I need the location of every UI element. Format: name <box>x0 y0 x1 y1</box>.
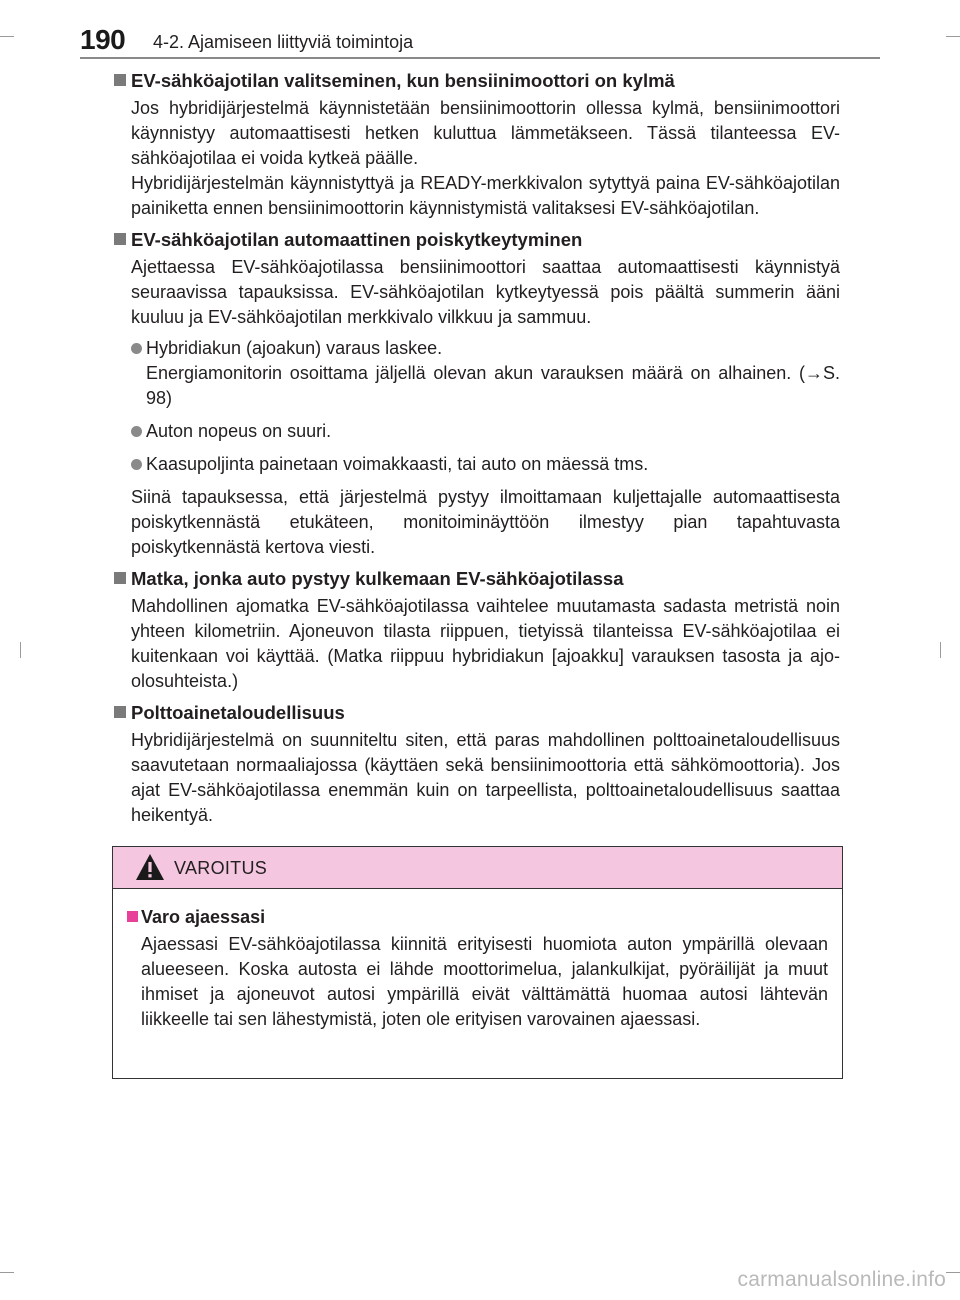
section-ev-cold-engine <box>112 68 840 221</box>
square-bullet-icon <box>114 233 126 245</box>
section-fuel-economy <box>112 700 840 828</box>
list-item <box>112 419 840 444</box>
list-item-line: Hybridiakun (ajoakun) varaus laskee. <box>146 338 443 358</box>
paragraph: Siinä tapauksessa, että järjestelmä pystyy ilmoittamaan kuljettajalle automaattisesta poiskytkennästä etukäteen, monitoiminäyttöön ilmestyy pian tapahtuvasta poiskytkennästä kertova viesti. <box>131 487 840 557</box>
section-body <box>112 594 840 694</box>
page-header <box>80 22 880 58</box>
paragraph: Mahdollinen ajomatka EV-sähköajotilassa vaihtelee muutamasta sadasta metristä noin yhteen kilometriin. Ajoneuvon tilasta riippuen, tietyissä tilanteissa EV-sähköajotilaa ei kuitenkaan voi käyttää. (Matka riippuu hybridiakun [ajoakku] varauksen tasosta ja ajo-olosuhteista.) <box>131 596 840 691</box>
list-item-line: Energiamonitorin osoittama jäljellä olevan akun varauksen määrä on alhainen. (→S. 98) <box>146 363 840 408</box>
section-intro <box>112 255 840 330</box>
section-outro <box>112 485 840 560</box>
crop-mark <box>940 642 941 658</box>
square-bullet-icon <box>114 572 126 584</box>
list-item-line: Kaasupoljinta painetaan voimakkaasti, tai auto on mäessä tms. <box>146 454 649 474</box>
page-number: 190 <box>80 24 126 55</box>
bullet-dot-icon <box>131 459 142 470</box>
crop-mark <box>0 36 14 37</box>
crop-mark <box>20 642 21 658</box>
warning-subheading: Varo ajaessasi <box>127 905 828 930</box>
crop-mark <box>946 1272 960 1273</box>
warning-header <box>113 847 842 889</box>
paragraph: Jos hybridijärjestelmä käynnistetään bensiinimoottorin ollessa kylmä, bensiinimoottori käynnistyy automaattisesti hetken kuluttua lämmetäkseen. Tässä tilanteessa EV-sähköajotilaa ei voida kytkeä päälle. <box>131 98 840 168</box>
warning-text: Ajaessasi EV-sähköajotilassa kiinnitä erityisesti huomiota auton ympärillä olevaan alueeseen. Koska autosta ei lähde moottorimelua, jalankulkijat, pyöräilijät ja muut ihmiset ja ajoneuvot autosi ympärillä eivät välttämättä huomaa autosi lähtevän liikkeelle tai sen lähestymistä, joten ole erityisen varovainen ajaessasi. <box>141 934 828 1029</box>
paragraph: Ajettaessa EV-sähköajotilassa bensiinimoottori saattaa automaattisesti käynnistyä seuraavissa tapauksissa. EV-sähköajotilan kytkeytyessä pois päältä summerin ääni kuuluu ja EV-sähköajotilan merkkivalo vilkkuu ja sammuu. <box>131 257 840 327</box>
warning-triangle-icon <box>135 853 165 881</box>
watermark: carmanualsonline.info <box>737 1268 946 1291</box>
section-heading: EV-sähköajotilan automaattinen poiskytkeytyminen <box>112 227 840 252</box>
bullet-dot-icon <box>131 426 142 437</box>
list-item <box>112 336 840 411</box>
list-item <box>112 452 840 477</box>
section-ev-auto-off <box>112 227 840 560</box>
square-bullet-icon <box>114 74 126 86</box>
section-body <box>112 728 840 828</box>
list-item-line: Auton nopeus on suuri. <box>146 421 332 441</box>
header-rule <box>80 57 880 59</box>
section-heading: Polttoainetaloudellisuus <box>112 700 840 725</box>
paragraph: Hybridijärjestelmä on suunniteltu siten, että paras mahdollinen polttoainetaloudellisuus saavutetaan normaaliajossa (käyttäen sekä bensiinimoottoria että sähkömoottoria). Jos ajat EV-sähköajotilassa enemmän kuin on tarpeellista, polttoainetaloudellisuus saattaa heikentyä. <box>131 730 840 825</box>
section-heading: Matka, jonka auto pystyy kulkemaan EV-sähköajotilassa <box>112 566 840 591</box>
crop-mark <box>0 1272 14 1273</box>
paragraph: Hybridijärjestelmän käynnistyttyä ja READY-merkkivalon sytyttyä paina EV-sähköajotilan painiketta ennen bensiinimoottorin käynnistymistä valitaksesi EV-sähköajotilan. <box>131 173 840 218</box>
main-content <box>112 68 840 834</box>
section-heading: EV-sähköajotilan valitseminen, kun bensiinimoottori on kylmä <box>112 68 840 93</box>
warning-body <box>113 889 842 1032</box>
section-title: 4-2. Ajamiseen liittyviä toimintoja <box>153 32 414 52</box>
square-bullet-icon <box>127 911 138 922</box>
square-bullet-icon <box>114 706 126 718</box>
section-body <box>112 96 840 221</box>
bullet-dot-icon <box>131 343 142 354</box>
warning-box <box>112 846 843 1079</box>
section-ev-range <box>112 566 840 694</box>
crop-mark <box>946 36 960 37</box>
warning-title: VAROITUS <box>174 858 268 878</box>
